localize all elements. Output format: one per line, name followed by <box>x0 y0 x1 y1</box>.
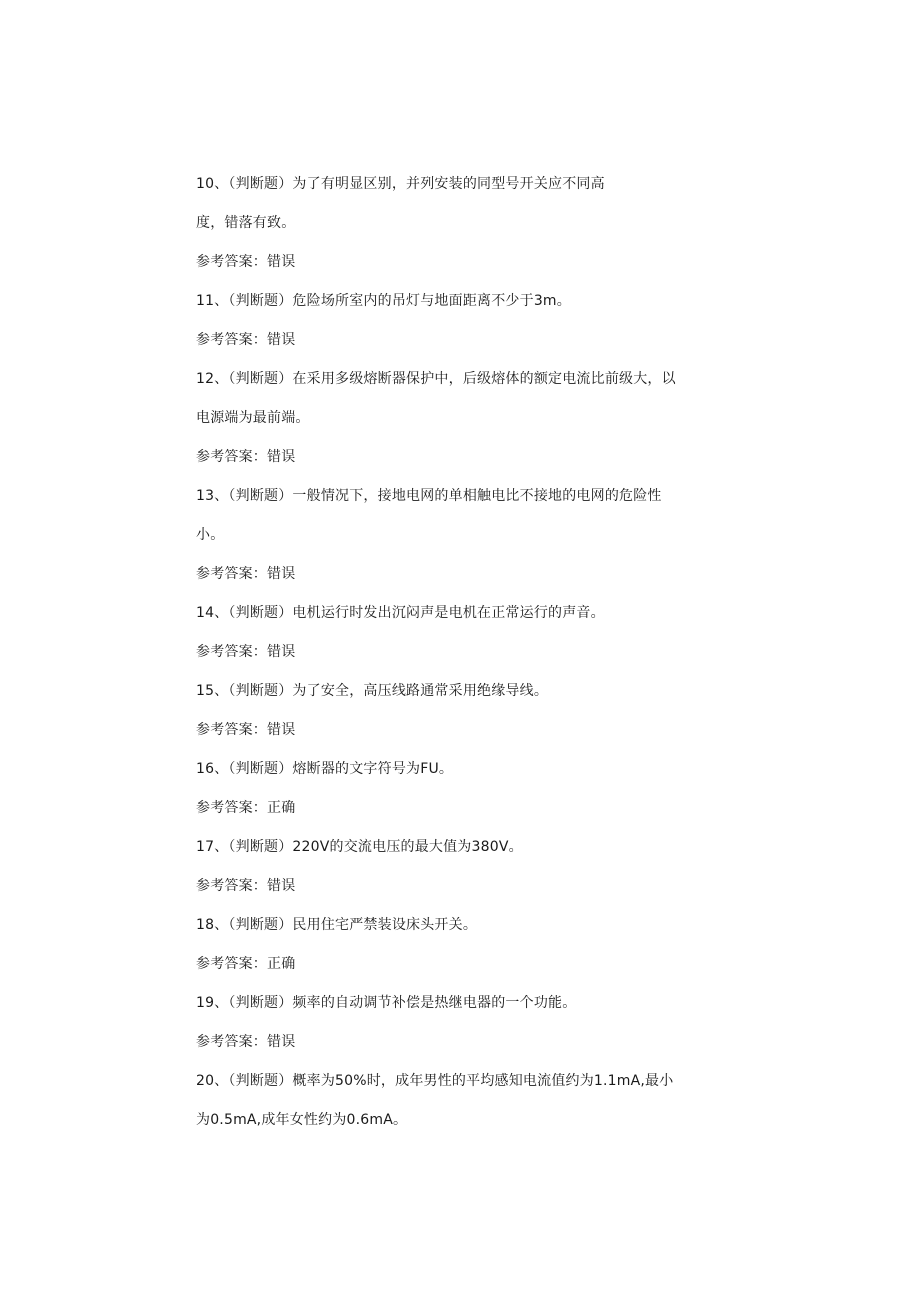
answer-text: 参考答案：错误 <box>196 1034 296 1050</box>
question-text: 14、（判断题）电机运行时发出沉闷声是电机在正常运行的声音。 <box>196 605 605 621</box>
answer-text: 参考答案：正确 <box>196 956 296 972</box>
answer-text: 参考答案：错误 <box>196 644 296 660</box>
question-text: 为0.5mA,成年女性约为0.6mA。 <box>196 1112 408 1128</box>
question-text: 18、（判断题）民用住宅严禁装设床头开关。 <box>196 917 478 933</box>
question-text: 11、（判断题）危险场所室内的吊灯与地面距离不少于3m。 <box>196 293 571 309</box>
answer-text: 参考答案：错误 <box>196 332 296 348</box>
question-text: 度，错落有致。 <box>196 215 296 231</box>
answer-text: 参考答案：错误 <box>196 566 296 582</box>
question-text: 16、（判断题）熔断器的文字符号为FU。 <box>196 761 454 777</box>
question-text: 19、（判断题）频率的自动调节补偿是热继电器的一个功能。 <box>196 995 577 1011</box>
question-text: 13、（判断题）一般情况下，接地电网的单相触电比不接地的电网的危险性 <box>196 488 662 504</box>
question-text: 20、（判断题）概率为50%时，成年男性的平均感知电流值约为1.1mA,最小 <box>196 1073 674 1089</box>
question-text: 小。 <box>196 527 225 543</box>
document-page <box>196 174 736 1130</box>
answer-text: 参考答案：错误 <box>196 449 296 465</box>
question-text: 10、（判断题）为了有明显区别，并列安装的同型号开关应不同高 <box>196 176 605 192</box>
question-text: 电源端为最前端。 <box>196 410 310 426</box>
answer-text: 参考答案：错误 <box>196 254 296 270</box>
answer-text: 参考答案：错误 <box>196 878 296 894</box>
answer-text: 参考答案：错误 <box>196 722 296 738</box>
question-text: 17、（判断题）220V的交流电压的最大值为380V。 <box>196 839 523 855</box>
question-text: 15、（判断题）为了安全，高压线路通常采用绝缘导线。 <box>196 683 549 699</box>
question-text: 12、（判断题）在采用多级熔断器保护中，后级熔体的额定电流比前级大，以 <box>196 371 676 387</box>
answer-text: 参考答案：正确 <box>196 800 296 816</box>
